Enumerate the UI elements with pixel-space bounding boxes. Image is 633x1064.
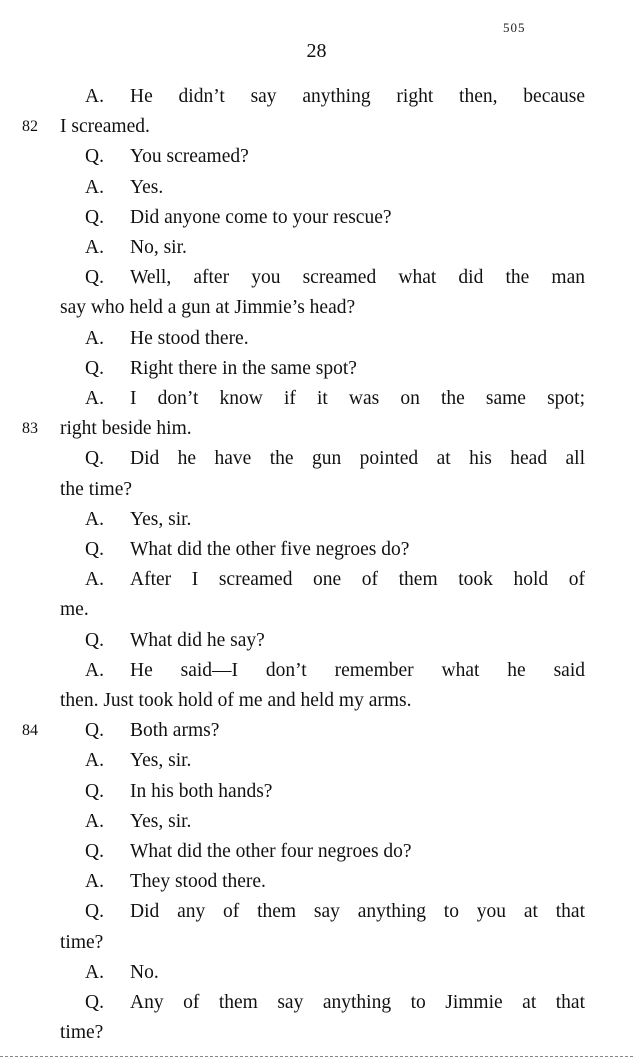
bottom-rule — [0, 1056, 633, 1057]
testimony-text: What did the other four negroes do? — [130, 841, 412, 862]
transcript-line — [0, 263, 633, 293]
testimony-text: He stood there. — [130, 327, 249, 349]
testimony-text: After I screamed one of them took hold of — [130, 569, 585, 591]
speaker-label: A. — [85, 810, 104, 832]
testimony-continuation: time? — [60, 931, 104, 953]
speaker-label: A. — [85, 176, 104, 198]
testimony-text: In his both hands? — [130, 780, 273, 802]
speaker-label: A. — [85, 961, 104, 983]
speaker-label: A. — [85, 388, 104, 409]
testimony-continuation: the time? — [60, 478, 133, 500]
transcript-line — [0, 142, 633, 172]
testimony-text: Yes, sir. — [130, 750, 192, 772]
testimony-text: No. — [130, 961, 159, 983]
speaker-label: Q. — [85, 146, 104, 168]
transcript-line — [0, 897, 633, 927]
transcript-line — [0, 444, 633, 474]
transcript-line — [0, 626, 633, 656]
transcript-line — [0, 112, 633, 142]
testimony-text: What did the other five negroes do? — [130, 539, 410, 560]
transcript-line — [0, 354, 633, 384]
transcript-line — [0, 686, 633, 716]
transcript-line — [0, 414, 633, 444]
transcript-line — [0, 233, 633, 263]
margin-line-number: 82 — [22, 118, 38, 136]
speaker-label: Q. — [85, 841, 104, 862]
testimony-text: He said—I don’t remember what he said — [130, 659, 585, 681]
speaker-label: Q. — [85, 992, 104, 1013]
speaker-label: A. — [85, 569, 104, 591]
speaker-label: A. — [85, 86, 104, 107]
speaker-label: A. — [85, 659, 104, 681]
testimony-text: Did he have the gun pointed at his head all — [130, 448, 585, 470]
margin-line-number: 84 — [22, 722, 38, 740]
testimony-continuation: me. — [60, 599, 89, 621]
testimony-text: Both arms? — [130, 720, 220, 742]
testimony-text: Yes. — [130, 176, 164, 198]
transcript-line — [0, 867, 633, 897]
transcript-line — [0, 928, 633, 958]
transcript-line — [0, 807, 633, 837]
speaker-label: A. — [85, 237, 104, 258]
testimony-text: Yes, sir. — [130, 810, 192, 832]
speaker-label: Q. — [85, 206, 104, 228]
transcript-line — [0, 475, 633, 505]
speaker-label: Q. — [85, 780, 104, 802]
transcript-body — [0, 82, 633, 1052]
speaker-label: Q. — [85, 539, 104, 560]
testimony-continuation: say who held a gun at Jimmie’s head? — [60, 297, 356, 319]
margin-line-number: 83 — [22, 420, 38, 438]
transcript-line — [0, 293, 633, 323]
testimony-text: He didn’t say anything right then, because — [130, 86, 585, 107]
speaker-label: A. — [85, 871, 104, 893]
speaker-label: Q. — [85, 901, 104, 923]
speaker-label: A. — [85, 750, 104, 772]
testimony-text: Right there in the same spot? — [130, 357, 357, 379]
testimony-text: I don’t know if it was on the same spot; — [130, 388, 585, 409]
transcript-line — [0, 203, 633, 233]
page-number: 28 — [306, 40, 327, 62]
testimony-text: Yes, sir. — [130, 508, 192, 530]
transcript-line — [0, 988, 633, 1018]
transcript-line — [0, 324, 633, 354]
testimony-continuation: right beside him. — [60, 418, 192, 440]
transcript-line — [0, 837, 633, 867]
page-stamp: 505 — [503, 20, 526, 35]
transcript-line — [0, 565, 633, 595]
transcript-line — [0, 595, 633, 625]
speaker-label: Q. — [85, 448, 104, 470]
transcript-line — [0, 173, 633, 203]
transcript-line — [0, 656, 633, 686]
transcript-line — [0, 1018, 633, 1048]
testimony-text: You screamed? — [130, 146, 249, 168]
testimony-text: What did he say? — [130, 629, 265, 651]
speaker-label: Q. — [85, 267, 104, 289]
transcript-line — [0, 746, 633, 776]
testimony-text: Any of them say anything to Jimmie at that — [130, 992, 585, 1013]
transcript-line — [0, 716, 633, 746]
transcript-line — [0, 505, 633, 535]
testimony-text: No, sir. — [130, 237, 187, 258]
testimony-text: They stood there. — [130, 871, 266, 893]
transcript-line — [0, 958, 633, 988]
speaker-label: Q. — [85, 629, 104, 651]
transcript-line — [0, 535, 633, 565]
testimony-text: Well, after you screamed what did the man — [130, 267, 585, 289]
speaker-label: A. — [85, 327, 104, 349]
testimony-continuation: time? — [60, 1022, 104, 1044]
testimony-text: Did any of them say anything to you at that — [130, 901, 585, 923]
transcript-line — [0, 82, 633, 112]
transcript-line — [0, 384, 633, 414]
speaker-label: Q. — [85, 720, 104, 742]
speaker-label: A. — [85, 508, 104, 530]
speaker-label: Q. — [85, 357, 104, 379]
transcript-line — [0, 777, 633, 807]
testimony-continuation: then. Just took hold of me and held my arms. — [60, 690, 412, 711]
testimony-text: Did anyone come to your rescue? — [130, 206, 392, 228]
testimony-continuation: I screamed. — [60, 116, 150, 138]
